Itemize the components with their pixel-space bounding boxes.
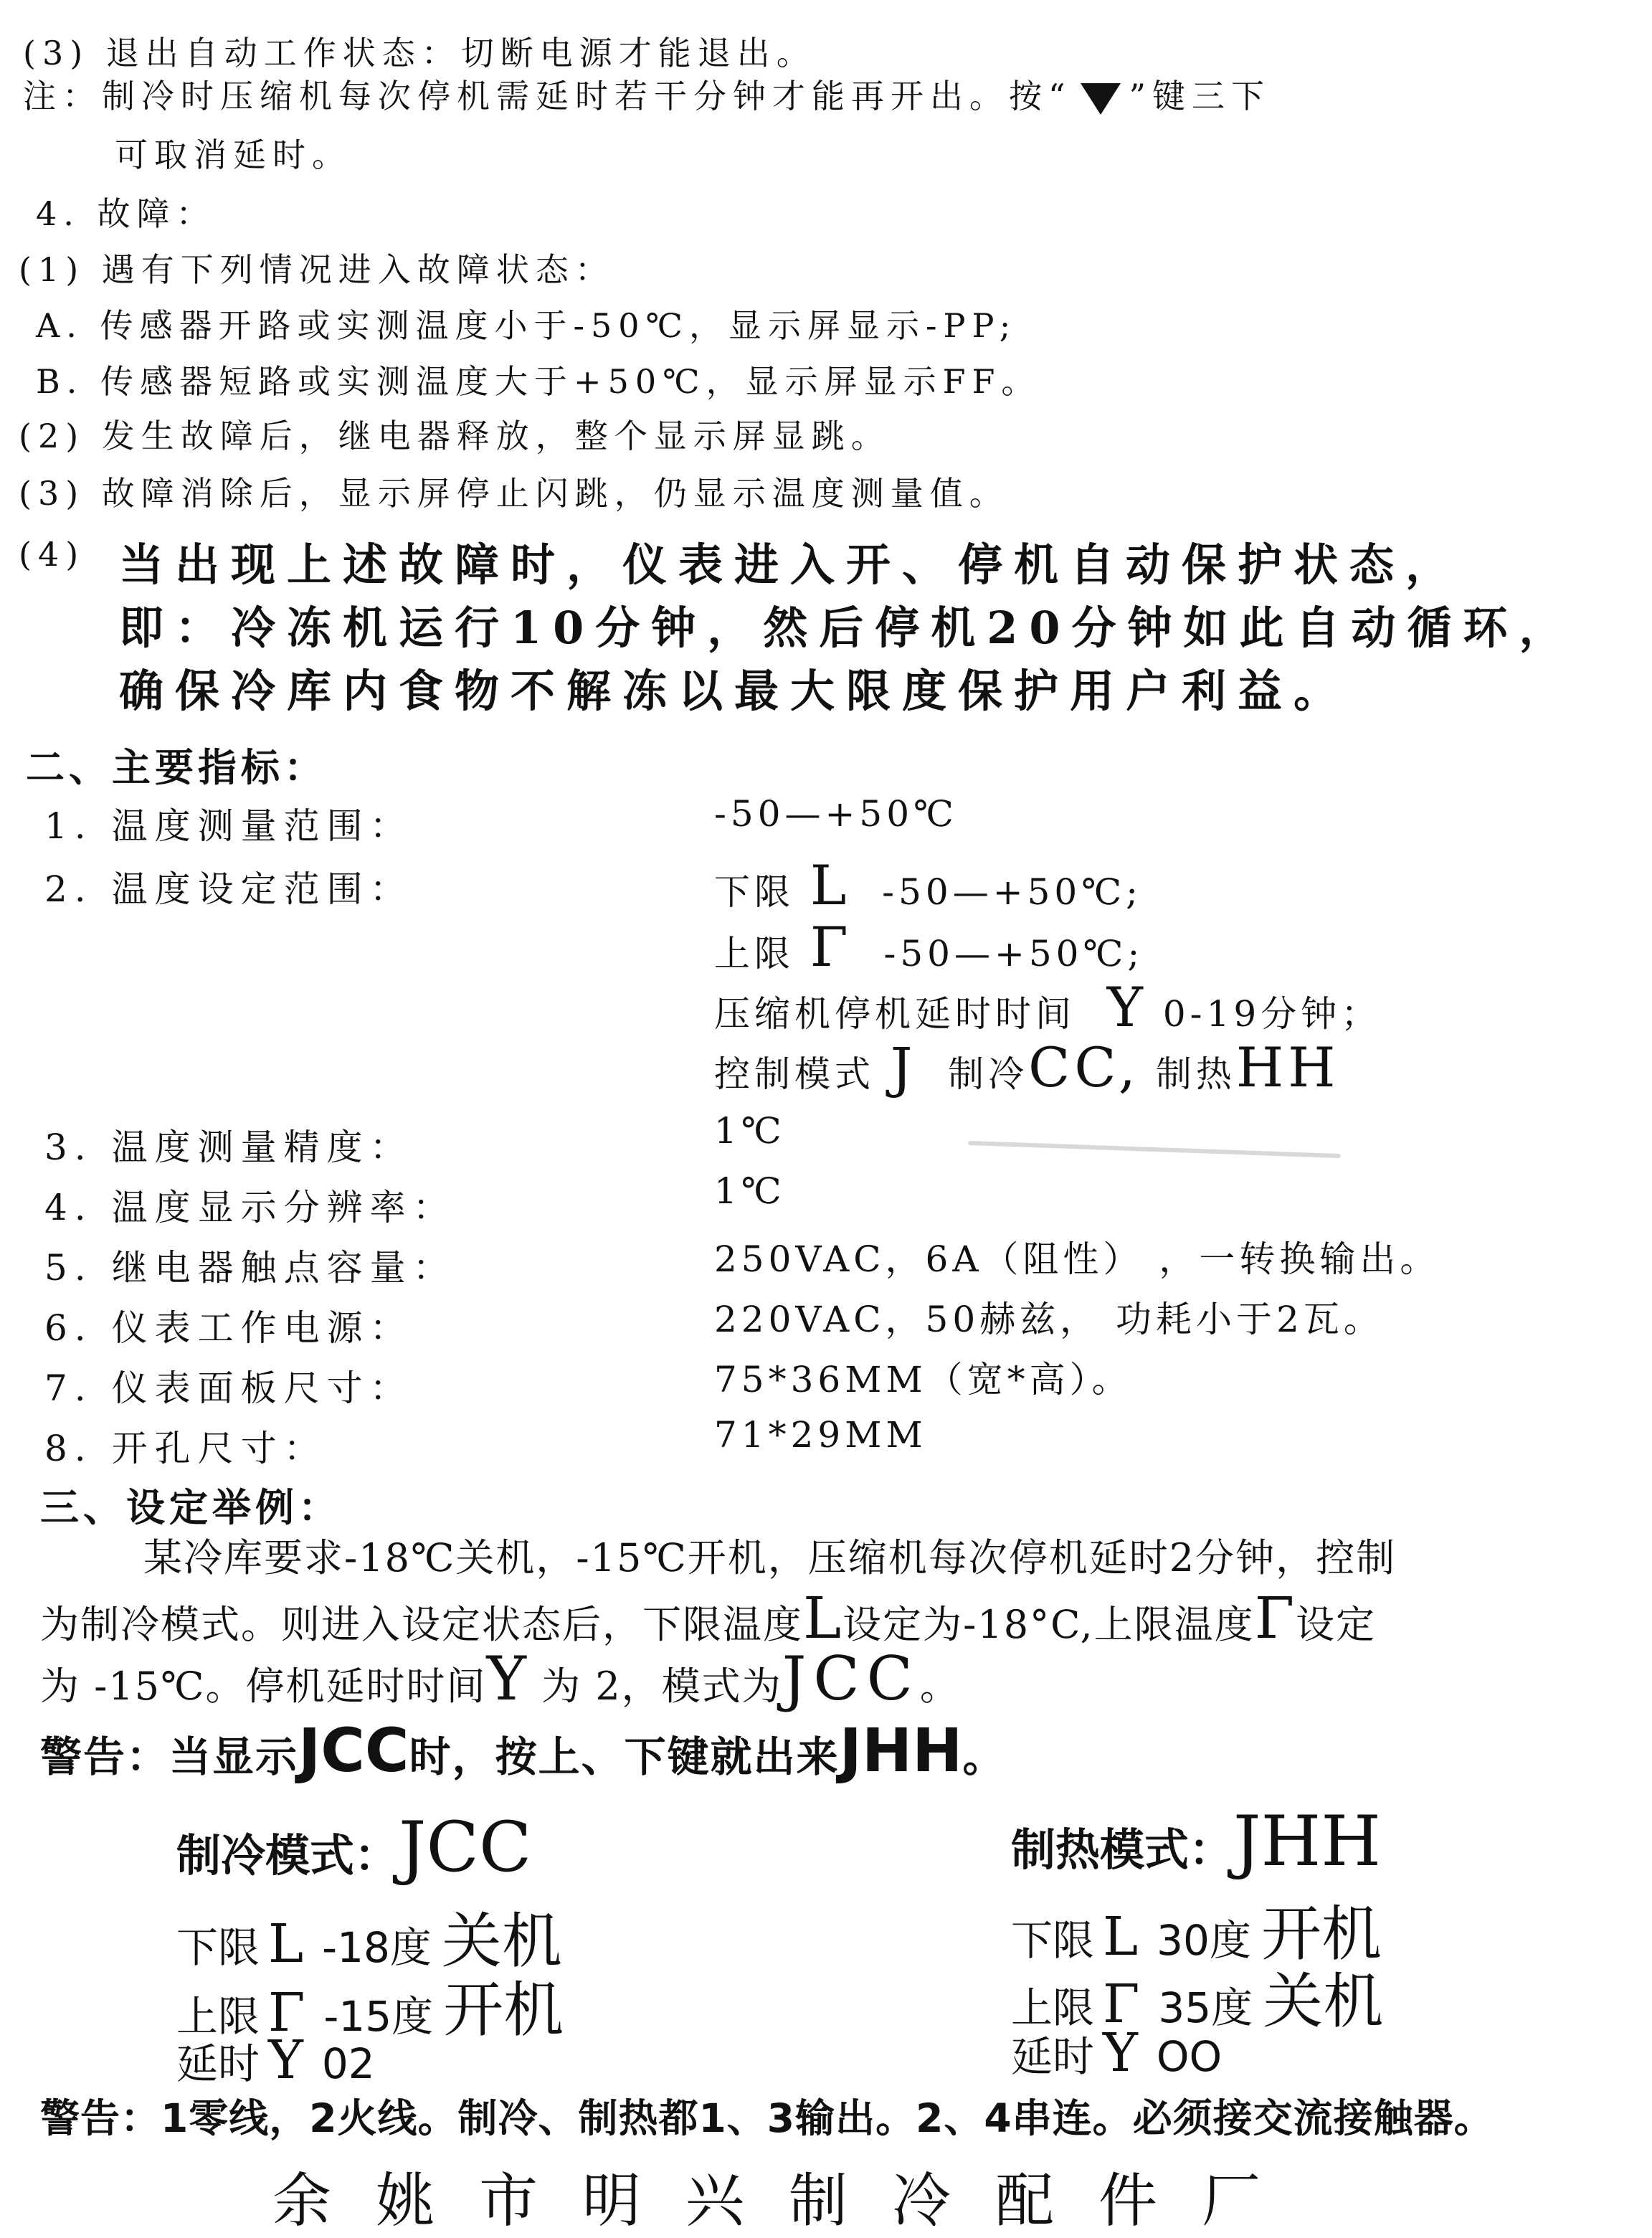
spec-value-2-delay (714, 975, 1381, 1039)
spec-label-1: 1. 温度测量范围： (44, 805, 413, 847)
mode-label: 控制模式 (714, 1053, 875, 1095)
cool-lower-action: 关机 (441, 1906, 562, 1976)
cool-code: CC, (1028, 1035, 1140, 1099)
spec-label-6: 6. 仪表工作电源： (44, 1307, 413, 1349)
warning-text-end: 。 (962, 1732, 1006, 1781)
spec-label-4: 4. 温度显示分辨率： (44, 1187, 456, 1228)
example-para-3b: 为 2，模式为 (541, 1664, 782, 1709)
cool-upper-label: 上限 (176, 1992, 260, 2041)
heat-delay-value: OO (1156, 2032, 1223, 2081)
cool-upper-value: -15度 (323, 1992, 434, 2041)
heat-lower-label: 下限 (1011, 1916, 1095, 1965)
heat-code: HH (1235, 1035, 1340, 1099)
bold-line-3: 确保冷库内食物不解冻以最大限度保护用户利益。 (119, 665, 1350, 717)
example-para-2 (40, 1585, 1376, 1651)
example-delay-symbol: Y (486, 1644, 528, 1714)
heat-upper-action: 关机 (1263, 1966, 1384, 2037)
down-triangle-icon (1081, 83, 1121, 115)
text-line-fault-heading: 4. 故障： (36, 194, 216, 233)
heat-upper-label: 上限 (1011, 1983, 1095, 2032)
warning-wiring-line: 警告：1零线，2火线。制冷、制热都1、3输出。2、4串连。必须接交流接触器。 (40, 2095, 1494, 2141)
cool-delay-label: 延时 (176, 2039, 260, 2088)
cool-delay-value: 02 (321, 2039, 375, 2088)
cool-mode-heading (176, 1807, 531, 1887)
example-upper-symbol: Γ (1254, 1585, 1296, 1651)
warning-code-jcc: JCC (298, 1715, 409, 1786)
heat-delay-symbol: Y (1103, 2022, 1138, 2084)
heat-mode-heading (1011, 1801, 1381, 1882)
example-lower-symbol: L (803, 1585, 843, 1651)
section3-title: 三、设定举例： (40, 1485, 341, 1530)
cool-upper-action: 开机 (443, 1975, 564, 2045)
heat-lower-action: 开机 (1261, 1899, 1382, 1969)
cool-delay-symbol: Y (268, 2029, 303, 2091)
cool-upper-symbol: Γ (268, 1982, 305, 2044)
spec-value-7: 75*36MM（宽*高）。 (714, 1359, 1132, 1400)
lower-limit-label: 下限 (714, 871, 794, 913)
spec-value-2-mode (714, 1035, 1339, 1099)
example-para-3a: 为 -15℃。停机延时时间 (40, 1664, 487, 1709)
text-line-fault-b: B. 传感器短路或实测温度大于+50℃，显示屏显示FF。 (36, 362, 1041, 401)
company-name: 余姚市明兴制冷配件厂 (272, 2167, 1306, 2235)
text-line-fault-4-num: (4) (19, 535, 85, 574)
text-line-fault-1: (1) 遇有下列情况进入故障状态： (19, 250, 614, 289)
upper-limit-range: -50—+50℃; (883, 933, 1144, 975)
heat-word: 制热 (1155, 1053, 1236, 1095)
example-para-2a: 为制冷模式。则进入设定状态后，下限温度 (40, 1602, 803, 1647)
spec-value-2-lower (714, 853, 1142, 917)
spec-value-3: 1℃ (714, 1110, 786, 1152)
spec-label-2: 2. 温度设定范围： (44, 868, 413, 910)
spec-value-5: 250VAC，6A（阻性） ，一转换输出。 (714, 1238, 1440, 1280)
example-para-1: 某冷库要求-18℃关机，-15℃开机，压缩机每次停机延时2分钟，控制 (143, 1535, 1397, 1580)
cool-lower-symbol: L (268, 1913, 304, 1975)
text-line-exit-auto: (3) 退出自动工作状态：切断电源才能退出。 (23, 34, 816, 72)
spec-label-5: 5. 继电器触点容量： (44, 1247, 456, 1289)
section2-title: 二、主要指标： (26, 745, 327, 790)
warning-text-b: 时，按上、下键就出来 (409, 1732, 840, 1781)
spec-value-1: -50—+50℃ (714, 793, 958, 835)
bold-line-2: 即：冷冻机运行10分钟，然后停机20分钟如此自动循环， (119, 602, 1575, 654)
cool-mode-title: 制冷模式： (176, 1829, 399, 1882)
spec-value-4: 1℃ (714, 1170, 786, 1212)
heat-mode-title: 制热模式： (1011, 1824, 1234, 1876)
lower-limit-range: -50—+50℃; (882, 871, 1142, 913)
spec-label-8: 8. 开孔尺寸： (44, 1428, 327, 1469)
text-line-fault-2: (2) 发生故障后，继电器释放，整个显示屏显跳。 (19, 417, 891, 455)
heat-delay-label: 延时 (1011, 2032, 1095, 2081)
spec-value-2-upper (714, 915, 1144, 979)
upper-limit-symbol: Γ (810, 915, 853, 979)
cool-lower-value: -18度 (322, 1923, 432, 1972)
example-mode-code: JCC (782, 1644, 920, 1714)
upper-limit-label: 上限 (714, 933, 794, 975)
delay-label: 压缩机停机延时时间 (714, 993, 1076, 1035)
spec-value-6: 220VAC，50赫兹， 功耗小于2瓦。 (714, 1299, 1384, 1340)
note-text-b: ”键三下 (1129, 77, 1271, 115)
paper-scuff (968, 1141, 1341, 1158)
heat-mode-code: JHH (1233, 1801, 1381, 1882)
cool-row-delay (176, 2029, 375, 2091)
delay-range: 0-19分钟； (1162, 993, 1382, 1035)
delay-symbol: Y (1106, 975, 1147, 1039)
spec-label-7: 7. 仪表面板尺寸： (44, 1367, 413, 1409)
text-line-fault-3: (3) 故障消除后，显示屏停止闪跳，仍显示温度测量值。 (19, 474, 1009, 513)
example-para-2c: 设定 (1296, 1602, 1377, 1647)
cool-mode-code: JCC (399, 1807, 532, 1887)
warning-display-line (40, 1715, 1005, 1786)
cool-word: 制冷 (948, 1053, 1029, 1095)
text-line-fault-a: A. 传感器开路或实测温度小于-50℃，显示屏显示-PP; (36, 306, 1017, 345)
heat-upper-value: 35度 (1158, 1983, 1253, 2032)
warning-code-jhh: JHH (839, 1715, 963, 1786)
example-para-3-end: 。 (919, 1664, 960, 1709)
heat-lower-value: 30度 (1157, 1916, 1251, 1965)
bold-line-1: 当出现上述故障时，仪表进入开、停机自动保护状态， (119, 539, 1462, 591)
heat-row-delay (1011, 2022, 1222, 2084)
heat-upper-symbol: Γ (1103, 1973, 1140, 2035)
spec-value-8: 71*29MM (714, 1414, 927, 1456)
heat-lower-symbol: L (1103, 1906, 1139, 1968)
lower-limit-symbol: L (810, 853, 851, 917)
mode-symbol: J (890, 1035, 917, 1099)
warning-text-a: 警告：当显示 (40, 1732, 299, 1781)
text-line-note (23, 70, 1271, 118)
cool-lower-label: 下限 (176, 1923, 260, 1972)
spec-label-3: 3. 温度测量精度： (44, 1127, 413, 1168)
example-para-2b: 设定为-18°C,上限温度 (842, 1602, 1255, 1647)
note-text-a: 注：制冷时压缩机每次停机需延时若干分钟才能再开出。按“ (23, 77, 1072, 115)
text-line-cancel-delay: 可取消延时。 (115, 136, 351, 174)
example-para-3 (40, 1644, 960, 1714)
